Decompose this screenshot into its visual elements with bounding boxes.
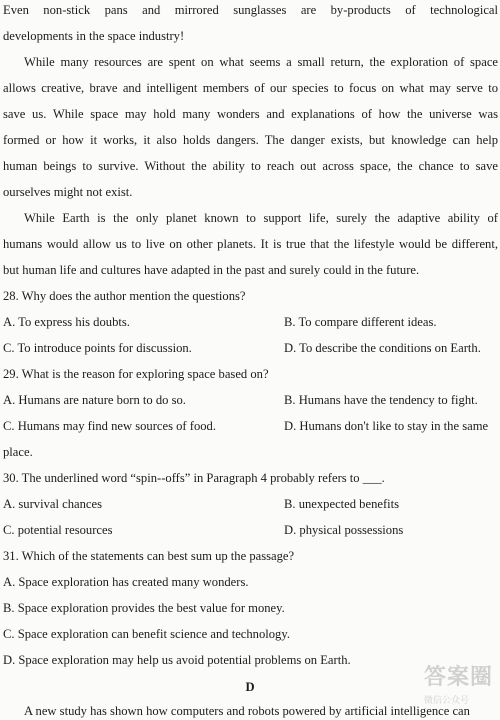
passage-line-4: allows creative, brave and intelligent members of our species to focus on what may serve to [3, 81, 498, 95]
passage-line-9: While Earth is the only planet known to support life, surely the adaptive ability of [24, 211, 498, 225]
question-29-stem: 29. What is the reason for exploring space based on? [3, 367, 269, 381]
question-31-option-a: A. Space exploration has created many wonders. [3, 575, 249, 589]
question-28-option-b: B. To compare different ideas. [284, 315, 437, 329]
question-29-option-c: C. Humans may find new sources of food. [3, 419, 217, 433]
question-30-stem: 30. The underlined word “spin--offs” in Paragraph 4 probably refers to ___. [3, 471, 385, 485]
passage-line-8: ourselves might not exist. [3, 185, 133, 199]
watermark-logo [424, 660, 494, 712]
question-29-option-d: D. Humans don't like to stay in the same [284, 419, 489, 433]
section-d-first-line: A new study has shown how computers and robots powered by artificial intelligence can [24, 704, 470, 718]
question-28-option-d: D. To describe the conditions on Earth. [284, 341, 481, 355]
question-28-stem: 28. Why does the author mention the questions? [3, 289, 246, 303]
passage-line-2: developments in the space industry! [3, 29, 185, 43]
question-29-option-b: B. Humans have the tendency to fight. [284, 393, 478, 407]
passage-line-10: humans would allow us to live on other planets. It is true that the lifestyle would be different, [3, 237, 498, 251]
question-29-option-d-continued: place. [3, 445, 33, 459]
passage-line-7: human beings to survive. Without the ability to reach out across space, the chance to save [3, 159, 498, 173]
question-31-option-b: B. Space exploration provides the best value for money. [3, 601, 285, 615]
passage-line-6: formed or how it works, it also holds dangers. The danger exists, but knowledge can help [3, 133, 498, 147]
question-29-option-a: A. Humans are nature born to do so. [3, 393, 186, 407]
question-28-option-c: C. To introduce points for discussion. [3, 341, 192, 355]
question-28-option-a: A. To express his doubts. [3, 315, 130, 329]
passage-line-11: but human life and cultures have adapted in the past and surely could in the future. [3, 263, 420, 277]
question-31-option-d: D. Space exploration may help us avoid potential problems on Earth. [3, 653, 351, 667]
watermark-subtitle: 微信公众号 [424, 696, 470, 706]
watermark-title: 答案圈 [424, 665, 494, 690]
question-30-option-a: A. survival chances [3, 497, 102, 511]
question-30-option-c: C. potential resources [3, 523, 113, 537]
passage-line-1: Even non-stick pans and mirrored sunglasses are by-products of technological [3, 3, 498, 17]
question-31-option-c: C. Space exploration can benefit science and technology. [3, 627, 290, 641]
passage-line-5: save us. While space may hold many wonders and explanations of how the universe was [3, 107, 498, 121]
question-31-stem: 31. Which of the statements can best sum up the passage? [3, 549, 295, 563]
question-30-option-b: B. unexpected benefits [284, 497, 400, 511]
question-30-option-d: D. physical possessions [284, 523, 404, 537]
section-d-heading: D [245, 680, 255, 694]
passage-line-3: While many resources are spent on what seems a small return, the exploration of space [24, 55, 498, 69]
